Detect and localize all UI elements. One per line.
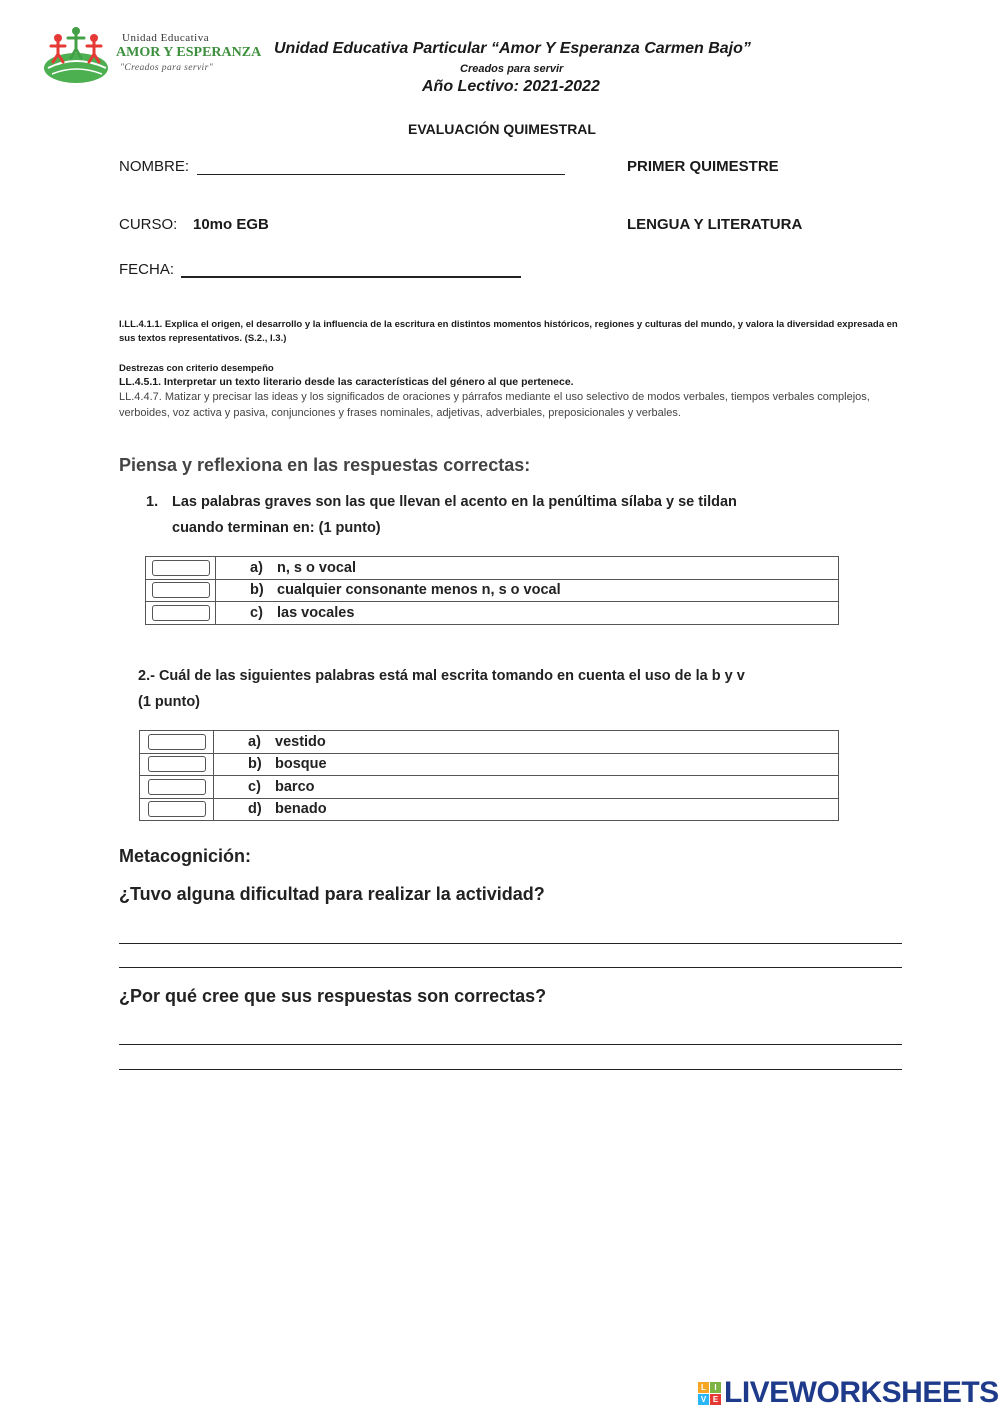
school-logo <box>42 24 262 86</box>
question-2-line-1: 2.- Cuál de las siguientes palabras está mal escrita tomando en cuenta el uso de la b y v <box>138 668 745 684</box>
answer-checkbox[interactable] <box>148 779 206 795</box>
option-row <box>146 579 839 602</box>
school-name: Unidad Educativa Particular “Amor Y Esperanza Carmen Bajo” <box>274 40 751 57</box>
school-logo-icon <box>42 24 112 86</box>
nombre-row <box>119 158 565 175</box>
quimestre-label: PRIMER QUIMESTRE <box>627 158 779 175</box>
answer-checkbox[interactable] <box>152 605 210 621</box>
page-title: EVALUACIÓN QUIMESTRAL <box>408 121 596 137</box>
logo-line-2: AMOR Y ESPERANZA <box>116 45 262 60</box>
metacognition-question-2: ¿Por qué cree que sus respuestas son correctas? <box>119 986 547 1006</box>
option-text: bosque <box>275 756 327 773</box>
option-text: n, s o vocal <box>277 559 356 576</box>
option-text: vestido <box>275 733 326 750</box>
mark-letter: L <box>698 1382 709 1393</box>
question-2-options <box>139 730 839 821</box>
liveworksheets-logo <box>698 1376 999 1410</box>
question-1-number: 1. <box>146 494 159 510</box>
skills-heading: Destrezas con criterio desempeño <box>119 363 274 374</box>
school-year: Año Lectivo: 2021-2022 <box>422 78 600 95</box>
skill-2-code: LL.4.4.7. <box>119 391 162 403</box>
answer-checkbox[interactable] <box>152 582 210 598</box>
option-letter: a) <box>250 559 263 576</box>
option-letter: b) <box>250 582 264 599</box>
metacognition-heading: Metacognición: <box>119 846 252 866</box>
fecha-field[interactable] <box>181 264 521 278</box>
school-motto: Creados para servir <box>460 63 564 75</box>
skill-1: LL.4.5.1. Interpretar un texto literario desde las características del género al que pertenece. <box>119 376 574 388</box>
option-text: las vocales <box>277 604 355 621</box>
question-1-options <box>145 556 839 625</box>
answer-line[interactable] <box>119 967 902 968</box>
option-text: cualquier consonante menos n, s o vocal <box>277 582 561 599</box>
option-row <box>146 557 839 580</box>
liveworksheets-mark-icon <box>698 1382 721 1405</box>
option-row <box>140 776 839 799</box>
logo-line-3: "Creados para servir" <box>120 63 214 73</box>
option-letter: c) <box>250 604 263 621</box>
brand-name: LIVEWORKSHEETS <box>724 1376 999 1409</box>
option-row <box>146 602 839 625</box>
fecha-row <box>119 261 521 278</box>
mark-letter: E <box>710 1394 721 1405</box>
option-text: benado <box>275 801 327 818</box>
answer-line[interactable] <box>119 1069 902 1070</box>
question-2-line-2: (1 punto) <box>138 694 201 710</box>
answer-checkbox[interactable] <box>148 756 206 772</box>
option-row <box>140 731 839 754</box>
answer-checkbox[interactable] <box>152 560 210 576</box>
skill-2 <box>119 390 899 421</box>
question-1-line-1: Las palabras graves son las que llevan el acento en la penúltima sílaba y se tildan <box>172 494 737 510</box>
curso-value: 10mo EGB <box>193 216 269 233</box>
option-letter: b) <box>248 756 262 773</box>
option-letter: a) <box>248 733 261 750</box>
option-row <box>140 753 839 776</box>
nombre-label: NOMBRE: <box>119 158 190 175</box>
curso-label: CURSO: <box>119 216 178 233</box>
section-title: Piensa y reflexiona en las respuestas correctas: <box>119 455 531 475</box>
question-1-line-2: cuando terminan en: (1 punto) <box>172 520 381 536</box>
option-text: barco <box>275 778 315 795</box>
answer-checkbox[interactable] <box>148 801 206 817</box>
skill-2-text: Matizar y precisar las ideas y los significados de oraciones y párrafos mediante el uso selectivo de modos verbales, tiempos verbales complejos, verboides, voz activa y pasiva, conjunciones y frases nominales, adjetivas, adverbiales, preposicionales y verbales. <box>119 391 870 419</box>
answer-line[interactable] <box>119 1044 902 1045</box>
logo-line-1: Unidad Educativa <box>122 32 210 44</box>
nombre-field[interactable] <box>197 161 565 175</box>
indicator-text: I.LL.4.1.1. Explica el origen, el desarrollo y la influencia de la escritura en distintos momentos históricos, regiones y culturas del mundo, y valora la diversidad expresada en sus textos representativos. (S.2., I.3.) <box>119 319 898 344</box>
mark-letter: I <box>710 1382 721 1393</box>
subject-label: LENGUA Y LITERATURA <box>627 216 803 233</box>
mark-letter: V <box>698 1394 709 1405</box>
answer-line[interactable] <box>119 943 902 944</box>
metacognition-question-1: ¿Tuvo alguna dificultad para realizar la actividad? <box>119 884 545 904</box>
answer-checkbox[interactable] <box>148 734 206 750</box>
option-letter: d) <box>248 801 262 818</box>
option-letter: c) <box>248 778 261 795</box>
fecha-label: FECHA: <box>119 261 175 278</box>
option-row <box>140 798 839 821</box>
